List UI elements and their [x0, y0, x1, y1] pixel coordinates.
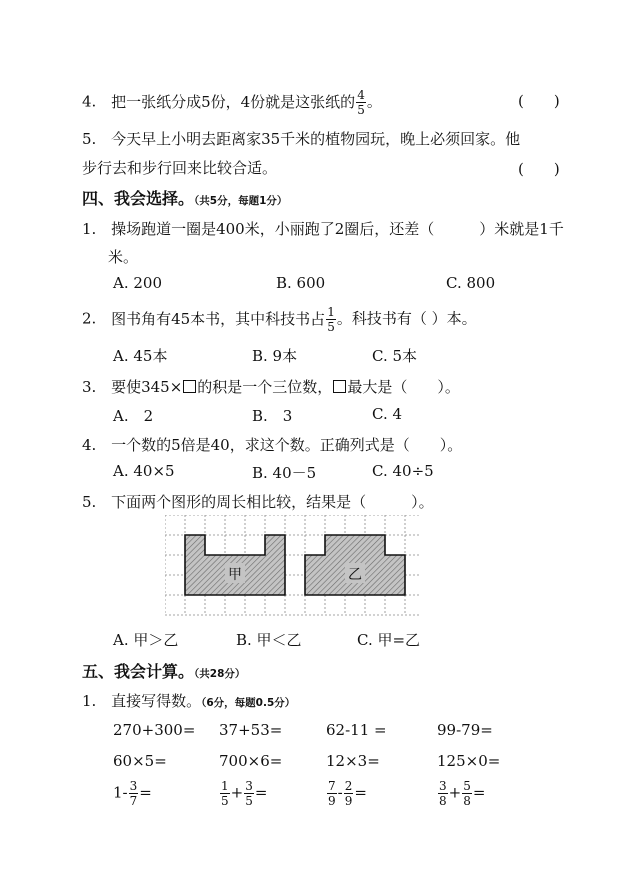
question-text: 要使345×: [111, 378, 183, 396]
tf-question-5: [82, 128, 520, 149]
option-b[interactable]: B. 甲＜乙: [236, 631, 302, 649]
calc-item[interactable]: 37+53=: [219, 721, 283, 739]
blank-box-icon: [183, 380, 196, 393]
question-text: 把一张纸分成5份，4份就是这张纸的: [111, 92, 356, 111]
option-b[interactable]: B. 600: [276, 274, 326, 292]
label-jia: 甲: [228, 567, 242, 583]
calc-item[interactable]: 270+300=: [113, 721, 196, 739]
option-c[interactable]: C. 40÷5: [372, 462, 434, 480]
calc-item[interactable]: 99-79=: [437, 721, 493, 739]
question-note: （6分，每题0.5分）: [201, 697, 296, 709]
option-c[interactable]: C. 甲=乙: [357, 631, 421, 649]
question-number: 3.: [82, 378, 97, 396]
question-number: 5.: [82, 493, 97, 511]
choice-question-1: [82, 218, 564, 239]
option-a[interactable]: A. 40×5: [113, 462, 175, 480]
question-text-line2: 步行去和步行回来比较合适。: [82, 159, 278, 177]
calc-item[interactable]: 62-11 =: [326, 721, 387, 739]
section-title: 五、我会计算。: [82, 662, 195, 681]
option-c[interactable]: C. 800: [446, 274, 496, 292]
question-text: 一个数的5倍是40，求这个数。正确列式是（ ）。: [111, 436, 463, 454]
question-number: 5.: [82, 130, 97, 148]
calc-item-fraction[interactable]: 1- $\frac{3}{7}$ =: [113, 779, 152, 808]
choice-question-2: 2. 图书角有45本书，其中科技书占 $\frac{1}{5}$ 。科技书有（ ）本。: [82, 305, 477, 334]
calc-question-1: [82, 690, 295, 711]
calc-item[interactable]: 125×0=: [437, 752, 501, 770]
option-b[interactable]: B. 40－5: [252, 464, 317, 482]
question-text: 今天早上小明去距离家35千米的植物园玩，晚上必须回家。他: [111, 130, 521, 148]
calc-item-fraction[interactable]: $\frac{3}{8}$ + $\frac{5}{8}$ =: [439, 779, 486, 808]
option-a[interactable]: A. 200: [113, 274, 162, 292]
section-note: （共5分，每题1分）: [194, 195, 288, 207]
question-text: 下面两个图形的周长相比较，结果是（ ）。: [111, 493, 434, 511]
section-5-header: [82, 659, 245, 682]
calc-item-fraction[interactable]: $\frac{7}{9}$ - $\frac{2}{9}$ =: [328, 779, 367, 808]
fraction: $\frac{1}{5}$: [327, 305, 335, 334]
question-text: 直接写得数。: [111, 692, 202, 710]
question-text: 图书角有45本书，其中科技书占: [111, 309, 326, 328]
option-c[interactable]: C. 5本: [372, 347, 418, 365]
label-yi: 乙: [348, 567, 362, 583]
tf-question-4: 4. 把一张纸分成5份，4份就是这张纸的 $\frac{4}{5}$ 。: [82, 88, 382, 117]
calc-item[interactable]: 60×5=: [113, 752, 167, 770]
section-note: （共28分）: [194, 668, 246, 680]
question-text: 操场跑道一圈是400米，小丽跑了2圈后，还差（ ）米就是1千: [111, 220, 564, 238]
fraction: $\frac{4}{5}$: [357, 88, 365, 117]
option-a[interactable]: A. 甲＞乙: [113, 631, 179, 649]
blank-box-icon: [333, 380, 346, 393]
option-c[interactable]: C. 4: [372, 405, 403, 423]
question-text-line2: 米。: [108, 248, 139, 266]
section-title: 四、我会选择。: [82, 189, 195, 208]
calc-item[interactable]: 700×6=: [219, 752, 283, 770]
section-4-header: [82, 186, 287, 209]
option-a[interactable]: A. 45本: [113, 347, 168, 365]
question-number: 4.: [82, 92, 97, 111]
option-b[interactable]: B. 3: [252, 407, 293, 425]
answer-paren[interactable]: ( ): [518, 160, 560, 178]
option-a[interactable]: A. 2: [113, 407, 154, 425]
question-number: 1.: [82, 220, 97, 238]
choice-question-4: [82, 434, 462, 455]
calc-item[interactable]: 12×3=: [326, 752, 380, 770]
perimeter-grid-figure: [165, 515, 421, 616]
question-number: 4.: [82, 436, 97, 454]
answer-paren[interactable]: ( ): [518, 92, 560, 110]
option-b[interactable]: B. 9本: [252, 347, 298, 365]
calc-item-fraction[interactable]: $\frac{1}{5}$ + $\frac{3}{5}$ =: [221, 779, 268, 808]
question-number: 2.: [82, 309, 97, 328]
choice-question-5: [82, 491, 434, 512]
choice-question-3: 3. 要使345× 的积是一个三位数， 最大是（ ）。: [82, 378, 460, 396]
question-number: 1.: [82, 692, 97, 710]
